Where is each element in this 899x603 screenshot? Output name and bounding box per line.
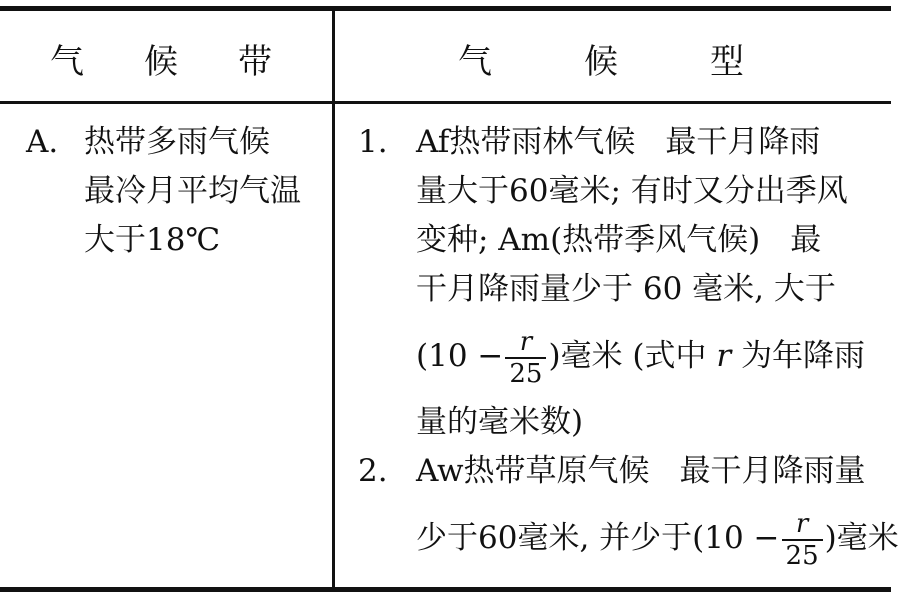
type2-line1-rest: 最干月降雨量	[679, 453, 866, 489]
zone-name: 热带多雨气候	[84, 124, 270, 160]
type1-fraction-denominator: 25	[509, 358, 543, 389]
type2-number: 2.	[358, 453, 388, 489]
zone-criteria-line-2: 大于18℃	[84, 222, 221, 258]
header-climate-type	[458, 38, 778, 86]
table-header-rule	[0, 101, 891, 104]
zone-cell	[26, 118, 326, 265]
type1-line1-rest: 最干月降雨	[665, 124, 821, 160]
zone-letter: A.	[26, 124, 59, 160]
type-cell	[358, 118, 899, 580]
table-bottom-rule	[0, 587, 891, 592]
header-zone-char-2: 候	[144, 42, 178, 82]
type1-line5-end: 为年降雨	[741, 338, 866, 374]
zone-title-line	[26, 118, 326, 167]
type1-line3-a: 变种; Am(热带季风气候)	[416, 222, 761, 258]
type1-line-2: 量大于60毫米; 有时又分出季风	[416, 173, 848, 209]
header-zone-char-3: 带	[238, 42, 272, 82]
type1-line5-open: (10 −	[416, 338, 504, 374]
type1-fraction	[505, 327, 546, 389]
type1-line5-close: )毫米 (式中	[548, 338, 707, 374]
type2-fraction-numerator: r	[782, 509, 823, 541]
type2-fraction-denominator: 25	[785, 540, 819, 571]
type2-line2-b: )毫米	[824, 520, 899, 556]
type1-name: Af热带雨林气候	[416, 124, 636, 160]
type2-name: Aw热带草原气候	[416, 453, 650, 489]
type1-fraction-numerator: r	[505, 327, 546, 359]
type1-line-3	[358, 216, 873, 265]
header-climate-zone	[50, 38, 290, 86]
header-type-char-1: 气	[458, 42, 492, 82]
type2-fraction	[782, 509, 823, 571]
type1-line-6: 量的毫米数)	[416, 404, 584, 440]
type1-line3-b: 最	[790, 222, 822, 258]
type2-line-1	[358, 447, 873, 496]
type1-number: 1.	[358, 124, 388, 160]
header-zone-char-1: 气	[50, 42, 84, 82]
type1-variable-r: r	[716, 338, 732, 374]
header-type-char-2: 候	[584, 42, 618, 82]
type1-line-5	[358, 314, 873, 398]
header-type-char-3: 型	[710, 42, 744, 82]
type1-line-1	[358, 118, 873, 167]
table-column-divider	[332, 6, 335, 592]
type1-line-4: 干月降雨量少于 60 毫米, 大于	[416, 271, 836, 307]
type2-line2-a: 少于60毫米, 并少于(10 −	[416, 520, 780, 556]
zone-criteria-line-1: 最冷月平均气温	[84, 173, 301, 209]
type2-line-2	[358, 496, 899, 580]
table-top-rule	[0, 6, 891, 11]
